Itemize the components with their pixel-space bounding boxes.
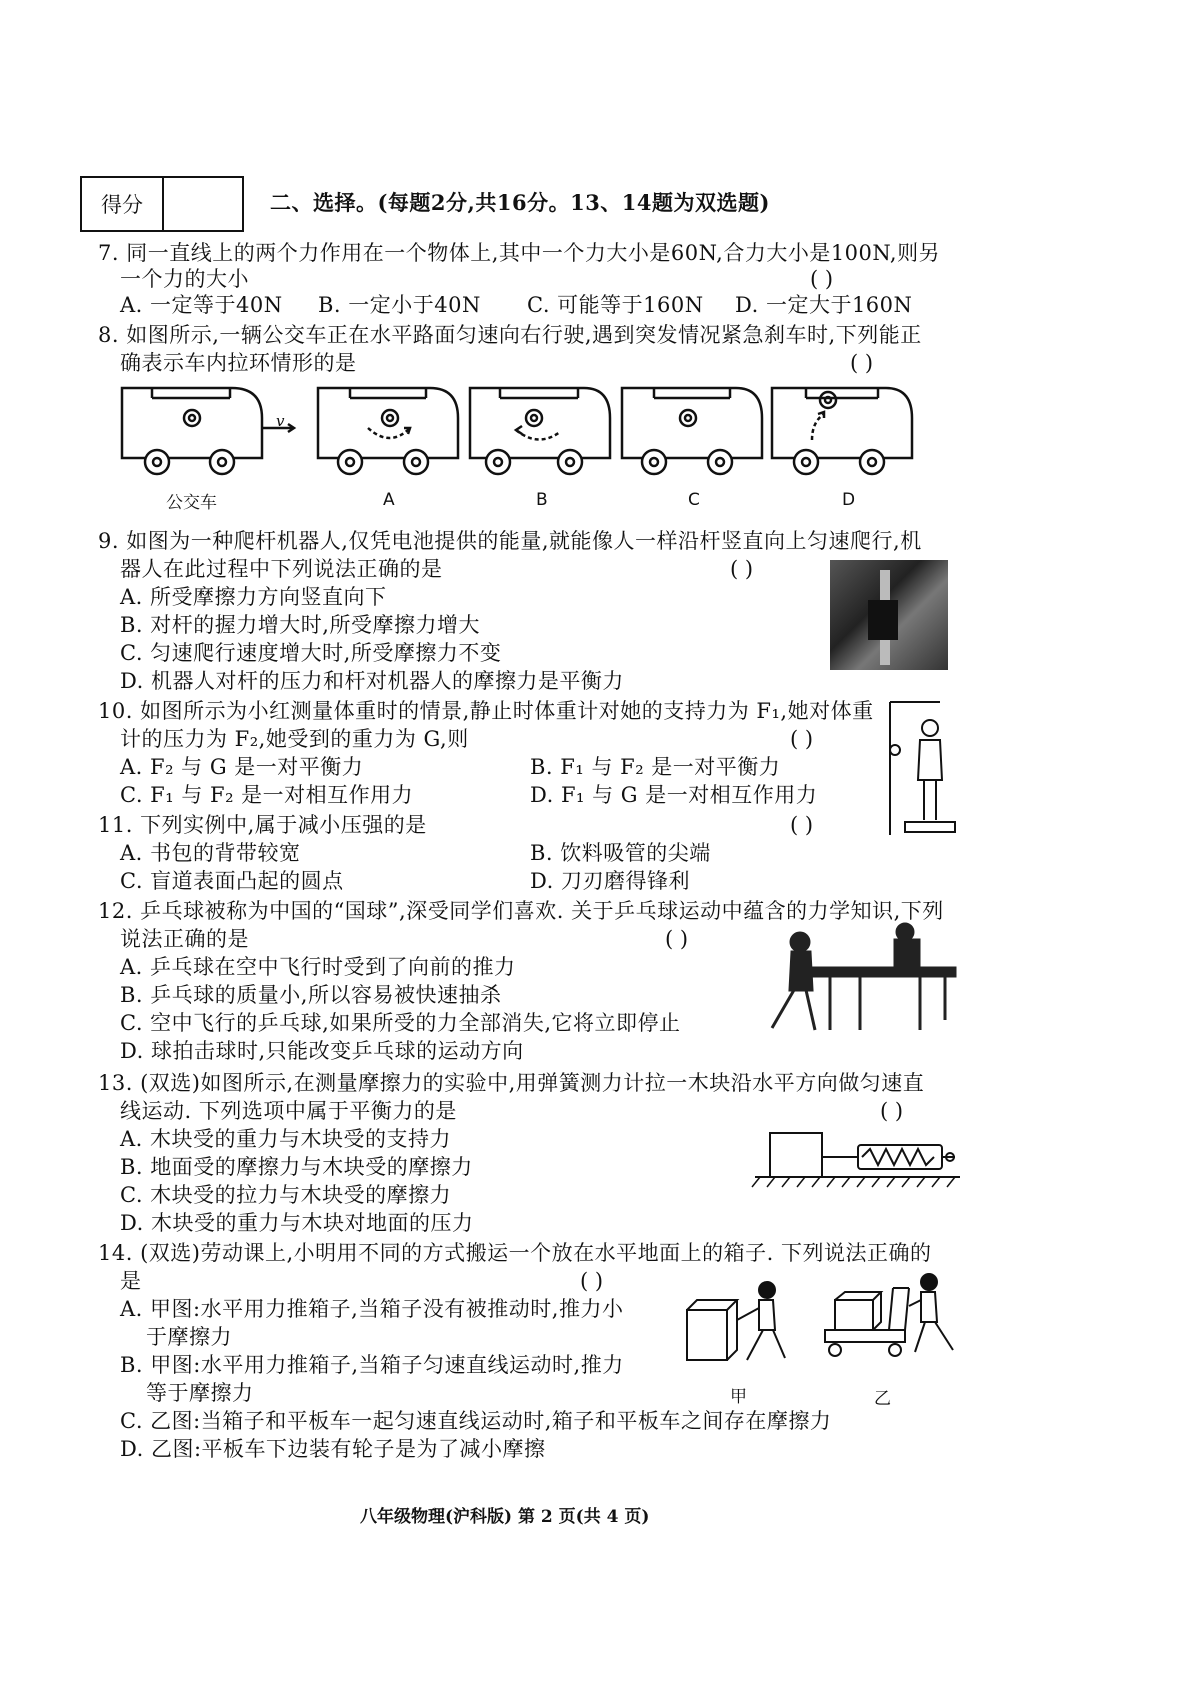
spring-scale-figure bbox=[750, 1125, 965, 1195]
q14-option-c: C. 乙图:当箱子和平板车一起匀速直线运动时,箱子和平板车之间存在摩擦力 bbox=[120, 1409, 832, 1433]
q14-option-a-cont: 于摩擦力 bbox=[146, 1325, 232, 1349]
q7-answer-paren[interactable]: ( ) bbox=[810, 267, 834, 291]
q7-option-b: B. 一定小于40N bbox=[318, 293, 481, 317]
q10-answer-paren[interactable]: ( ) bbox=[790, 727, 814, 751]
q12-line2: 说法正确的是 bbox=[120, 927, 249, 951]
q14-line2: 是 bbox=[120, 1269, 142, 1293]
scale-girl-figure bbox=[880, 700, 960, 840]
q11-option-d: D. 刀刃磨得锋利 bbox=[530, 869, 690, 893]
q13-line2: 线运动. 下列选项中属于平衡力的是 bbox=[120, 1099, 457, 1123]
bus-caption-c: C bbox=[688, 490, 700, 510]
q14-option-b: B. 甲图:水平用力推箱子,当箱子匀速直线运动时,推力 bbox=[120, 1353, 624, 1377]
q10-option-d: D. F₁ 与 G 是一对相互作用力 bbox=[530, 783, 818, 807]
q9-option-c: C. 匀速爬行速度增大时,所受摩擦力不变 bbox=[120, 641, 502, 665]
bus-caption-d: D bbox=[842, 490, 856, 510]
table-tennis-photo bbox=[770, 920, 960, 1040]
page-footer: 八年级物理(沪科版) 第 2 页(共 4 页) bbox=[360, 1507, 650, 1527]
bus-caption-b: B bbox=[536, 490, 548, 510]
q9-answer-paren[interactable]: ( ) bbox=[730, 557, 754, 581]
q7-option-a: A. 一定等于40N bbox=[120, 293, 283, 317]
q13-line1: 13. (双选)如图所示,在测量摩擦力的实验中,用弹簧测力计拉一木块沿水平方向做匀速直 bbox=[98, 1071, 925, 1095]
q11-option-c: C. 盲道表面凸起的圆点 bbox=[120, 869, 344, 893]
bus-figure-a bbox=[318, 388, 458, 474]
q11-option-b: B. 饮料吸管的尖端 bbox=[530, 841, 711, 865]
q13-option-c: C. 木块受的拉力与木块受的摩擦力 bbox=[120, 1183, 452, 1207]
velocity-label: v bbox=[276, 412, 285, 430]
bus-figure-c bbox=[622, 388, 762, 474]
q14-option-d: D. 乙图:平板车下边装有轮子是为了减小摩擦 bbox=[120, 1437, 546, 1461]
q14-line1: 14. (双选)劳动课上,小明用不同的方式搬运一个放在水平地面上的箱子. 下列说法正确的 bbox=[98, 1241, 932, 1265]
q9-line2: 器人在此过程中下列说法正确的是 bbox=[120, 557, 443, 581]
q10-line2: 计的压力为 F₂,她受到的重力为 G,则 bbox=[120, 727, 469, 751]
q14-option-a: A. 甲图:水平用力推箱子,当箱子没有被推动时,推力小 bbox=[120, 1297, 624, 1321]
q9-option-d: D. 机器人对杆的压力和杆对机器人的摩擦力是平衡力 bbox=[120, 669, 624, 693]
q11-answer-paren[interactable]: ( ) bbox=[790, 813, 814, 837]
q8-line1: 8. 如图所示,一辆公交车正在水平路面匀速向右行驶,遇到突发情况紧急刹车时,下列能正 bbox=[98, 323, 922, 347]
q13-option-a: A. 木块受的重力与木块受的支持力 bbox=[120, 1127, 452, 1151]
q13-answer-paren[interactable]: ( ) bbox=[880, 1099, 904, 1123]
q11-line1: 11. 下列实例中,属于减小压强的是 bbox=[98, 813, 427, 837]
q10-option-a: A. F₂ 与 G 是一对平衡力 bbox=[120, 755, 364, 779]
q12-option-c: C. 空中飞行的乒乓球,如果所受的力全部消失,它将立即停止 bbox=[120, 1011, 681, 1035]
section-title: 二、选择。(每题2分,共16分。13、14题为双选题) bbox=[270, 190, 770, 215]
box-caption-yi: 乙 bbox=[874, 1389, 891, 1409]
q10-option-c: C. F₁ 与 F₂ 是一对相互作用力 bbox=[120, 783, 414, 807]
box-moving-figure bbox=[675, 1270, 965, 1380]
score-label: 得分 bbox=[82, 178, 164, 230]
q10-option-b: B. F₁ 与 F₂ 是一对平衡力 bbox=[530, 755, 781, 779]
q13-option-b: B. 地面受的摩擦力与木块受的摩擦力 bbox=[120, 1155, 473, 1179]
q12-option-b: B. 乒乓球的质量小,所以容易被快速抽杀 bbox=[120, 983, 502, 1007]
q8-line2: 确表示车内拉环情形的是 bbox=[120, 351, 357, 375]
bus-figures bbox=[0, 0, 1190, 520]
box-caption-jia: 甲 bbox=[730, 1387, 747, 1407]
q12-option-a: A. 乒乓球在空中飞行时受到了向前的推力 bbox=[120, 955, 516, 979]
q10-line1: 10. 如图所示为小红测量体重时的情景,静止时体重计对她的支持力为 F₁,她对体重 bbox=[98, 699, 874, 723]
q11-option-a: A. 书包的背带较宽 bbox=[120, 841, 301, 865]
q14-answer-paren[interactable]: ( ) bbox=[580, 1269, 604, 1293]
q9-option-b: B. 对杆的握力增大时,所受摩擦力增大 bbox=[120, 613, 480, 637]
q9-option-a: A. 所受摩擦力方向竖直向下 bbox=[120, 585, 387, 609]
q9-line1: 9. 如图为一种爬杆机器人,仅凭电池提供的能量,就能像人一样沿杆竖直向上匀速爬行,机 bbox=[98, 529, 922, 553]
q7-line1: 7. 同一直线上的两个力作用在一个物体上,其中一个力大小是60N,合力大小是100N,则另 bbox=[98, 241, 941, 265]
q7-option-c: C. 可能等于160N bbox=[527, 293, 704, 317]
bus-figure-d bbox=[772, 388, 912, 474]
q8-answer-paren[interactable]: ( ) bbox=[850, 351, 874, 375]
q14-option-b-cont: 等于摩擦力 bbox=[146, 1381, 254, 1405]
q12-answer-paren[interactable]: ( ) bbox=[665, 927, 689, 951]
robot-photo bbox=[830, 560, 948, 670]
q7-line2: 一个力的大小 bbox=[120, 267, 249, 291]
q13-option-d: D. 木块受的重力与木块对地面的压力 bbox=[120, 1211, 474, 1235]
bus-figure-b bbox=[470, 388, 610, 474]
bus-figure-main bbox=[122, 388, 294, 474]
bus-caption-a: A bbox=[383, 490, 395, 510]
q12-line1: 12. 乒乓球被称为中国的“国球”,深受同学们喜欢. 关于乒乓球运动中蕴含的力学知识,下列 bbox=[98, 899, 944, 923]
q12-option-d: D. 球拍击球时,只能改变乒乓球的运动方向 bbox=[120, 1039, 524, 1063]
bus-caption-main: 公交车 bbox=[166, 493, 217, 513]
q7-option-d: D. 一定大于160N bbox=[735, 293, 913, 317]
